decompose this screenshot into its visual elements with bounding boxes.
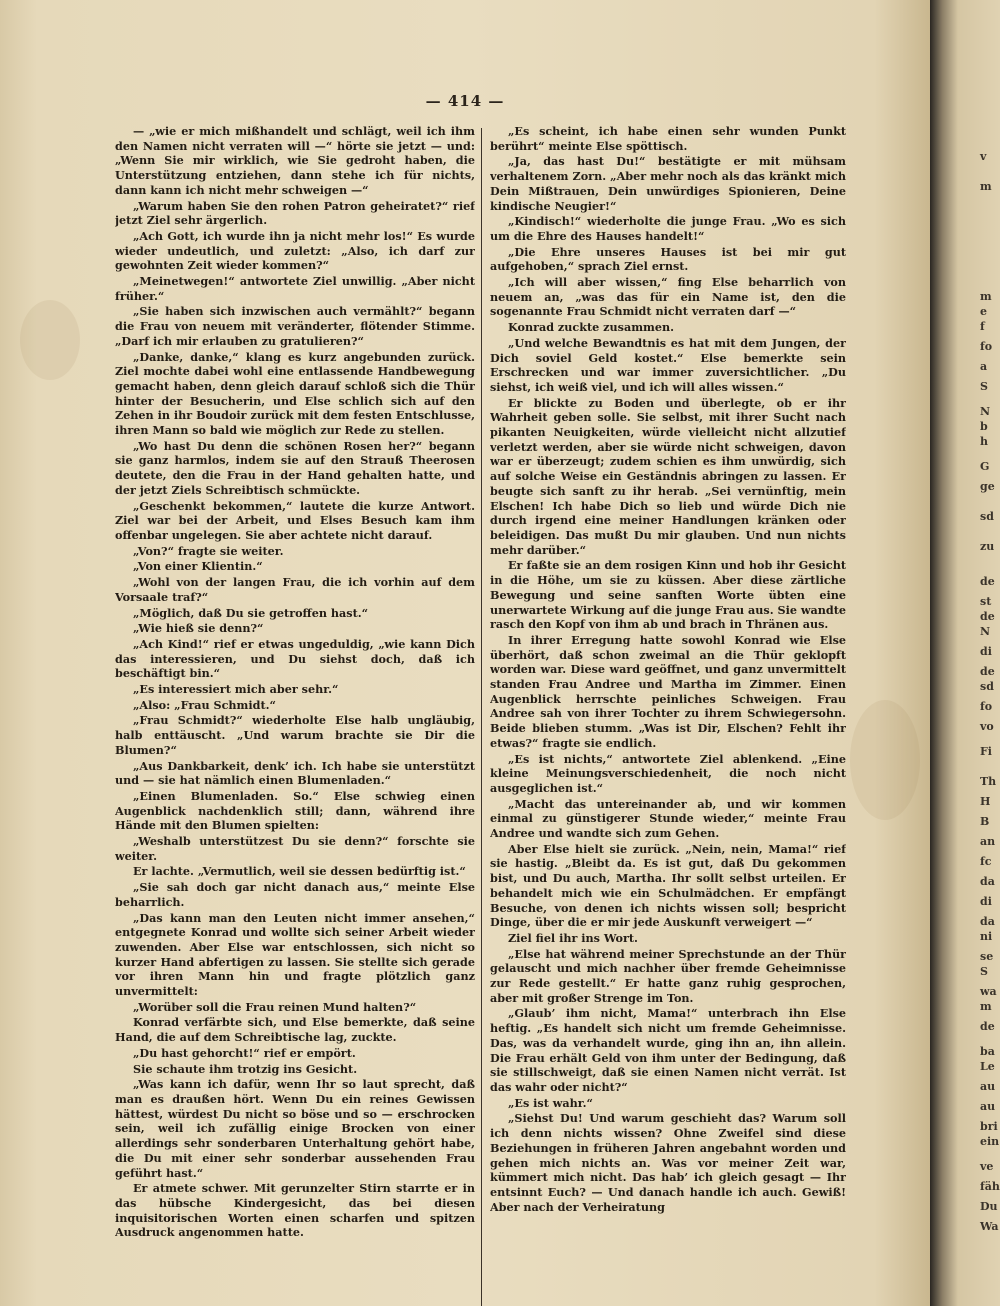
- next-page-fragment: sd: [980, 510, 994, 523]
- paragraph: Ziel fiel ihr ins Wort.: [508, 930, 638, 945]
- paragraph: „Meinetwegen!“ antwortete Ziel unwillig. „Aber nicht früher.“: [115, 274, 475, 303]
- next-page-fragment: G: [980, 460, 990, 473]
- paragraph: „Frau Schmidt?“ wiederholte Else halb ungläubig, halb enttäuscht. „Und warum brachte sie Dir die Blumen?“: [115, 713, 475, 757]
- paragraph: — „wie er mich mißhandelt und schlägt, weil ich ihm den Namen nicht verraten will —“ hörte sie jetzt — und: „Wenn Sie mir wirklich, wie Sie gedroht haben, die Unterstützung entziehen, dann stehe ich für nichts, dann kann ich nicht mehr schweigen —“: [115, 124, 475, 197]
- next-page-fragment: ni: [980, 930, 993, 943]
- right-text-column: [490, 124, 846, 1272]
- next-page-fragment: da: [980, 875, 995, 888]
- next-page-fragment: H: [980, 795, 991, 808]
- paragraph: „Ja, das hast Du!“ bestätigte er mit mühsam verhaltenem Zorn. „Aber mehr noch als das kränkt mich Dein Mißtrauen, Dein unwürdiges Spionieren, Deine kindische Neugier!“: [490, 154, 846, 213]
- left-text-column: [115, 124, 475, 1272]
- page-number: — 414 —: [425, 92, 505, 110]
- next-page-fragment: au: [980, 1080, 996, 1093]
- next-page-fragment: vo: [980, 720, 994, 733]
- next-page-fragment: fäh: [980, 1180, 1000, 1193]
- next-page-fragment: zu: [980, 540, 995, 553]
- paragraph: Konrad verfärbte sich, und Else bemerkte, daß seine Hand, die auf dem Schreibtische lag, zuckte.: [115, 1015, 475, 1045]
- next-page-fragment: de: [980, 610, 995, 623]
- next-page-fragment: Wa: [980, 1220, 999, 1233]
- next-page-fragment: m: [980, 1000, 992, 1013]
- paragraph: „Du hast gehorcht!“ rief er empört.: [133, 1045, 356, 1060]
- next-page-fragment: de: [980, 1020, 995, 1033]
- next-page-fragment: de: [980, 575, 995, 588]
- next-page-fragment: S: [980, 380, 988, 393]
- paragraph: „Von einer Klientin.“: [133, 559, 263, 574]
- next-page-fragment: st: [980, 595, 992, 608]
- paragraph: Aber Else hielt sie zurück. „Nein, nein, Mama!“ rief sie hastig. „Bleibt da. Es ist gut, daß Du gekommen bist, und Du auch, Martha. Ihr sollt selbst urteilen. Er behandelt mich wie ein Schulmädchen. Er empfängt Besuche, von denen ich nichts wissen soll; bespricht Dinge, über die er mir jede Auskunft verweigert —“: [490, 841, 846, 930]
- next-page-fragment: m: [980, 180, 992, 193]
- next-page-fragment: Th: [980, 775, 997, 788]
- paragraph: „Geschenkt bekommen,“ lautete die kurze Antwort. Ziel war bei der Arbeit, und Elses Besuch kam ihm offenbar ungelegen. Sie aber achtete nicht darauf.: [115, 498, 475, 542]
- next-page-fragment: v: [980, 150, 987, 163]
- next-page-fragment: Fi: [980, 745, 992, 758]
- paragraph: „Macht das untereinander ab, und wir kommen einmal zu günstigerer Stunde wieder,“ meinte Frau Andree und wandte sich zum Gehen.: [490, 796, 846, 841]
- next-page-fragment: da: [980, 915, 995, 928]
- paragraph: „Es interessiert mich aber sehr.“: [133, 682, 339, 697]
- next-page-fragment: B: [980, 815, 990, 828]
- next-page-fragment: an: [980, 835, 996, 848]
- paragraph: Er atmete schwer. Mit gerunzelter Stirn starrte er in das hübsche Kindergesicht, das bei diesen inquisitorischen Worten einen scharfen und spitzen Ausdruck angenommen hatte.: [115, 1181, 475, 1240]
- next-page-fragment: ge: [980, 480, 995, 493]
- next-page-fragment: h: [980, 435, 988, 448]
- paragraph: „Ach Kind!“ rief er etwas ungeduldig, „wie kann Dich das interessieren, und Du siehst doch, daß ich beschäftigt bin.“: [115, 636, 475, 681]
- next-page-fragment: S: [980, 965, 988, 978]
- next-page-fragment: e: [980, 305, 987, 318]
- paragraph: „Wohl von der langen Frau, die ich vorhin auf dem Vorsaale traf?“: [115, 575, 475, 604]
- next-page-fragment: se: [980, 950, 994, 963]
- column-divider: [481, 128, 482, 1306]
- paragraph: „Es ist nichts,“ antwortete Ziel ablenkend. „Eine kleine Meinungsverschiedenheit, die noch nicht ausgeglichen ist.“: [490, 751, 846, 795]
- paragraph: „Worüber soll die Frau reinen Mund halten?“: [133, 999, 417, 1014]
- paragraph: „Und welche Bewandtnis es hat mit dem Jungen, der Dich soviel Geld kostet.“ Else bemerkte sein Erschrecken und war immer zuversichtlicher. „Du siehst, ich weiß viel, und ich will alles wissen.“: [490, 335, 846, 394]
- paragraph: „Es scheint, ich habe einen sehr wunden Punkt berührt“ meinte Else spöttisch.: [490, 124, 846, 153]
- paragraph: „Wie hieß sie denn?“: [133, 621, 264, 636]
- paragraph: Er blickte zu Boden und überlegte, ob er ihr Wahrheit geben solle. Sie selbst, mit ihrer Sucht nach pikanten Neuigkeiten, würde vielleicht nicht allzutief verletzt werden, aber sie würde nicht schweigen, davon war er überzeugt; zudem schien es ihm unwürdig, sich auf solche Weise ein Geständnis abringen zu lassen. Er beugte sich sanft zu ihr herab. „Sei vernünftig, mein Elschen! Ich habe Dich so lieb und würde Dich nie durch irgend eine meiner Handlungen kränken oder beleidigen. Das mußt Du mir glauben. Und nun nichts mehr darüber.“: [490, 395, 846, 557]
- paragraph: Sie schaute ihm trotzig ins Gesicht.: [133, 1061, 358, 1076]
- next-page-fragment: fc: [980, 855, 992, 868]
- paragraph: „Wo hast Du denn die schönen Rosen her?“ begann sie ganz harmlos, indem sie auf den Strauß Theerosen deutete, den die Frau in der Hand gehalten hatte, und der jetzt Ziels Schreibtisch schmückte.: [115, 438, 475, 497]
- next-page-fragment: ve: [980, 1160, 994, 1173]
- paragraph: „Kindisch!“ wiederholte die junge Frau. „Wo es sich um die Ehre des Hauses handelt!“: [490, 214, 846, 243]
- paragraph: „Möglich, daß Du sie getroffen hast.“: [133, 605, 369, 620]
- next-page-fragment: ba: [980, 1045, 995, 1058]
- paragraph: „Also: „Frau Schmidt.“: [133, 697, 276, 712]
- next-page-fragment: N: [980, 405, 991, 418]
- next-page-fragment: Du: [980, 1200, 998, 1213]
- next-page-fragment: b: [980, 420, 988, 433]
- paragraph: „Die Ehre unseres Hauses ist bei mir gut aufgehoben,“ sprach Ziel ernst.: [490, 244, 846, 274]
- next-page-fragment: di: [980, 895, 992, 908]
- paper-stain: [850, 700, 920, 820]
- paragraph: „Danke, danke,“ klang es kurz angebunden zurück. Ziel mochte dabei wohl eine entlassende Handbewegung gemacht haben, denn gleich darauf schloß sich die Thür hinter der Besucherin, und Else schlich sich auf den Zehen in ihr Boudoir zurück mit dem festen Entschlusse, ihren Mann so bald wie möglich zur Rede zu stellen.: [115, 349, 475, 438]
- next-page-fragment: a: [980, 360, 988, 373]
- paragraph: Er faßte sie an dem rosigen Kinn und hob ihr Gesicht in die Höhe, um sie zu küssen. Aber diese zärtliche Bewegung und seine sanften Worte übten eine unerwartete Wirkung auf die junge Frau aus. Sie wandte rasch den Kopf von ihm ab und brach in Thränen aus.: [490, 558, 846, 632]
- paragraph: „Das kann man den Leuten nicht immer ansehen,“ entgegnete Konrad und wollte sich seiner Arbeit wieder zuwenden. Aber Else war entschlossen, sich nicht so kurzer Hand abfertigen zu lassen. Sie stellte sich gerade vor ihren Mann hin und fragte plötzlich ganz unvermittelt:: [115, 910, 475, 999]
- paragraph: „Sie haben sich inzwischen auch vermählt?“ begann die Frau von neuem mit veränderter, flötender Stimme. „Darf ich mir erlauben zu gratulieren?“: [115, 304, 475, 348]
- next-page-fragment: au: [980, 1100, 996, 1113]
- paragraph: „Sie sah doch gar nicht danach aus,“ meinte Else beharrlich.: [115, 880, 475, 909]
- paragraph: „Aus Dankbarkeit, denk’ ich. Ich habe sie unterstützt und — sie hat nämlich einen Blumenladen.“: [115, 758, 475, 788]
- paragraph: Er lachte. „Vermutlich, weil sie dessen bedürftig ist.“: [133, 864, 466, 879]
- next-page-fragment: f: [980, 320, 985, 333]
- next-page-fragment: m: [980, 290, 992, 303]
- paragraph: „Else hat während meiner Sprechstunde an der Thür gelauscht und mich nachher über fremde Geheimnisse zur Rede gestellt.“ Er hatte ganz ruhig gesprochen, aber mit großer Strenge im Ton.: [490, 946, 846, 1005]
- paragraph: „Weshalb unterstützest Du sie denn?“ forschte sie weiter.: [115, 834, 475, 863]
- paragraph: „Siehst Du! Und warum geschieht das? Warum soll ich denn nichts wissen? Ohne Zweifel sind diese Beziehungen in früheren Jahren angebahnt worden und gehen mich nichts an. Was vor meiner Zeit war, kümmert mich nicht. Das hab’ ich gleich gesagt — Ihr entsinnt Euch? — Und danach handle ich auch. Gewiß! Aber nach der Verheiratung: [490, 1111, 846, 1214]
- paragraph: „Einen Blumenladen. So.“ Else schwieg einen Augenblick nachdenklich still; dann, während ihre Hände mit den Blumen spielten:: [115, 788, 475, 833]
- next-page-fragment: di: [980, 645, 992, 658]
- paragraph: „Glaub’ ihm nicht, Mama!“ unterbrach ihn Else heftig. „Es handelt sich nicht um fremde Geheimnisse. Das, was da verhandelt wurde, ging ihn an, ihn allein. Die Frau erhält Geld von ihm unter der Bedingung, daß sie stillschweigt, daß sie einen Namen nicht verrät. Ist das wahr oder nicht?“: [490, 1006, 846, 1094]
- next-page-fragment: sd: [980, 680, 994, 693]
- next-page-fragment: wa: [980, 985, 997, 998]
- paragraph: In ihrer Erregung hatte sowohl Konrad wie Else überhört, daß schon zweimal an die Thür geklopft worden war. Diese ward geöffnet, und ganz unvermittelt standen Frau Andree und Martha im Zimmer. Einen Augenblick herrschte peinliches Schweigen. Frau Andree sah von ihrer Tochter zu ihrem Schwiegersohn. Beide blieben stumm. „Was ist Dir, Elschen? Fehlt ihr etwas?“ fragte sie endlich.: [490, 632, 846, 750]
- next-page-fragment: fo: [980, 700, 993, 713]
- next-page-fragment: ein: [980, 1135, 1000, 1148]
- next-page-edge: [930, 0, 1000, 1306]
- paper-stain: [20, 300, 80, 380]
- paragraph: „Von?“ fragte sie weiter.: [133, 543, 284, 558]
- next-page-fragment: fo: [980, 340, 993, 353]
- next-page-fragment: Le: [980, 1060, 995, 1073]
- paragraph: Konrad zuckte zusammen.: [508, 320, 675, 335]
- paragraph: „Ich will aber wissen,“ fing Else beharrlich von neuem an, „was das für ein Name ist, den die sogenannte Frau Schmidt nicht verraten darf —“: [490, 275, 846, 319]
- next-page-fragment: N: [980, 625, 991, 638]
- next-page-fragment: bri: [980, 1120, 998, 1133]
- next-page-fragment: de: [980, 665, 995, 678]
- paragraph: „Es ist wahr.“: [508, 1095, 593, 1110]
- paragraph: „Warum haben Sie den rohen Patron geheiratet?“ rief jetzt Ziel sehr ärgerlich.: [115, 198, 475, 228]
- paragraph: „Ach Gott, ich wurde ihn ja nicht mehr los!“ Es wurde wieder undeutlich, und zuletzt: „Also, ich darf zur gewohnten Zeit wieder kommen?“: [115, 228, 475, 273]
- paragraph: „Was kann ich dafür, wenn Ihr so laut sprecht, daß man es draußen hört. Wenn Du ein reines Gewissen hättest, würdest Du nicht so böse und so — erschrocken sein, weil ich zufällig einige Brocken von einer allerdings sehr sonderbaren Unterhaltung gehört habe, die Du mit einer sehr sonderbar aussehenden Frau geführt hast.“: [115, 1077, 475, 1180]
